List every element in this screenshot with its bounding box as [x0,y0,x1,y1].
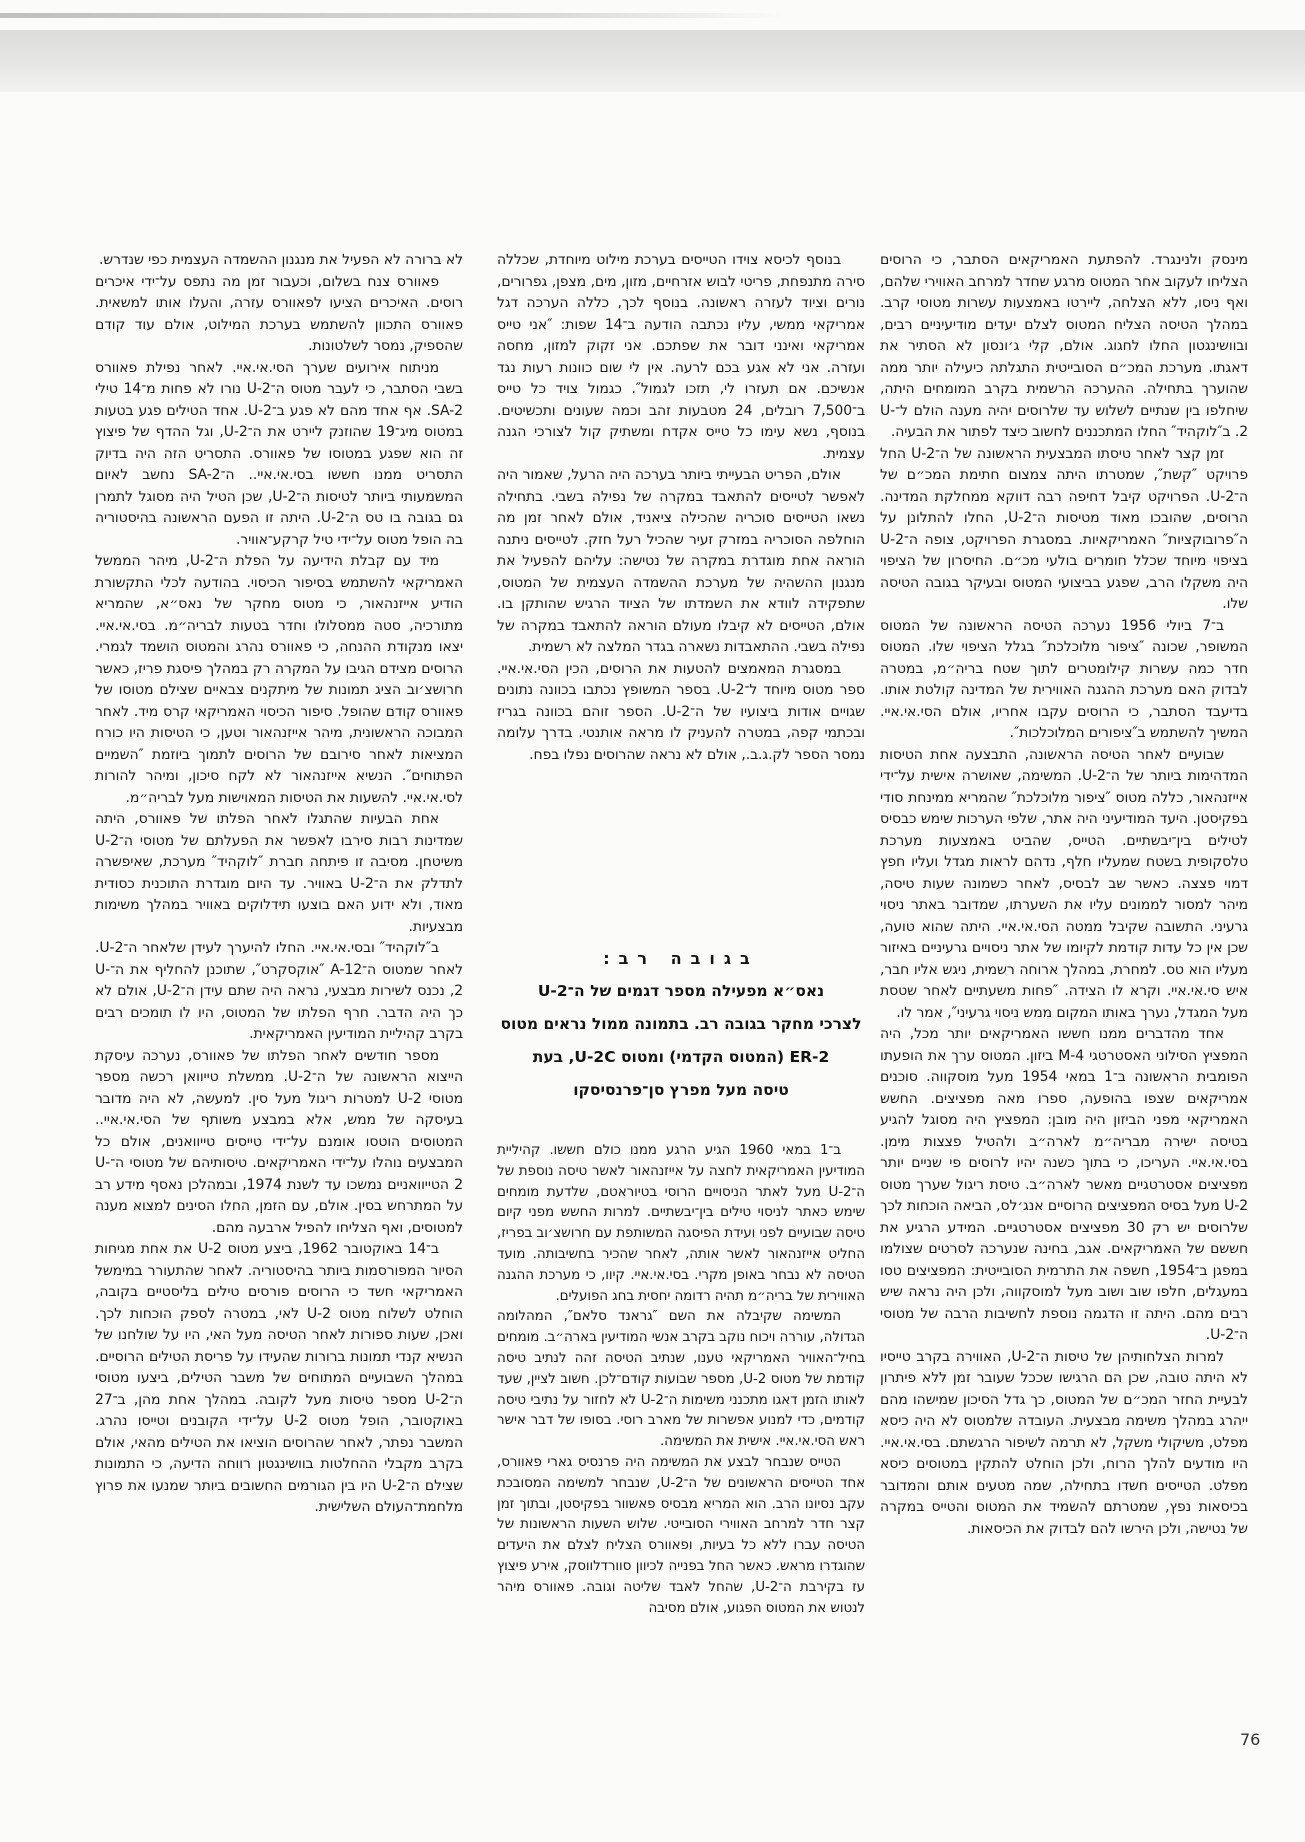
scan-artifact-line [0,13,783,18]
caption-line: לצרכי מחקר בגובה רב. בתמונה ממול נראים מטוס [500,1015,862,1033]
paragraph: ב″לוקהיד″ ובסי.אי.איי. החלו להיערך לעידן שלאחר ה־U-2. לאחר שמטוס ה־A-12 ″אוקסקרט″, שתוכנן להחליף את ה־U-2, נכנס לשירות מבצעי, נראה היה שתם עידן ה־U-2, אולם לא כך היה הדבר. חרף הפלתו של המטוס, היו לו תומכים רבים בקרב קהיליית המודיעין האמריקאית. [95,940,463,1042]
paragraph: אחד מהדברים ממנו חששו האמריקאים יותר מכל, היה המפציץ הסילוני האסטרטגי M-4 ביזון. המטוס ערך את הופעתו הפומבית הראשונה ב־1 במאי 1954 מעל מוסקווה. סוכנים אמריקאים שצפו בהופעה, ספרו מאה מפציצים. החשש האמריקאי מפני הביזון היה מובן: המפציץ היה מסוגל להגיע בטיסה ישירה מבריה״מ לארה״ב ולהטיל פצצות מימן. בסי.אי.איי. העריכו, כי בתוך כשנה יהיו לרוסים פי שניים יותר מפציצים אסטרטגיים מאשר לארה״ב. טיסת ריגול שערך מטוס U-2 מעל בסיס המפציצים הרוסיים אנג׳לס, הביאה הוכחות לכך שלרוסים יש רק 30 מפציצים אסטרטגיים. המידע הרגיע את חששם של האמריקאים. אגב, בחינה שנערכה לסרטים שצולמו במפגן ב־1954, חשפה את התרמית הסובייטית: המפציצים טסו במעגלים, חלפו שוב ושוב מעל למוסקווה, ולכן היה נראה שיש רבים מהם. היתה זו הדגמה נוספת לחשיבות הרבה של מטוסי ה־U-2. [880,1026,1248,1343]
article-column-middle-top [497,250,865,938]
paragraph: אולם, הפריט הבעייתי ביותר בערכה היה הרעל, שאמור היה לאפשר לטייסים להתאבד במקרה של נפילה בשבי. בתחילה נשאו הטייסים סוכריה שהכילה ציאניד, אולם לאחר זמן מה הוחלפה הסוכריה במזרק זעיר שהכיל רעל חזק. לטייסים ניתנה הוראה אחת מוגדרת במקרה של נטישה: עליהם להפעיל את מנגנון ההשהיה של מערכת ההשמדה העצמית של המטוס, שתפקידה לוודא את השמדתו של הציוד הרגיש שהותקן בו. אולם, הטייסים לא קיבלו מעולם הוראה להתאבד במקרה של נפילה בשבי. ההתאבדות נשארה בגדר המלצה לא רשמית. [497,467,865,655]
photo-caption [497,942,865,1107]
paragraph: זמן קצר לאחר טיסתו המבצעית הראשונה של ה־U-2 החל פרויקט ″קשת″, שמטרתו היתה צמצום חתימת המכ״ם של ה־U-2. הפרויקט קיבל דחיפה רבה דווקא ממחלקת המדינה. הרוסים, שהובכו מאוד מטיסות ה־U-2, החלו להתלונן על ה″פרובוקציות″ האמריקאיות. במסגרת הפרויקט, צופה ה־U-2 בציפוי מיוחד שכלל חומרים בולעי מכ״ם. החיסרון של הציפוי היה משקלו הרב, שפגע בביצועי המטוס ובעיקר בגובה הטיסה שלו. [880,445,1248,612]
caption-line: נאס״א מפעילה מספר דגמים של ה־U-2 [537,982,825,1000]
paragraph: המשימה שקיבלה את השם ″גראנד סלאם″, המהלומה הגדולה, עוררה ויכוח נוקב בקרב אנשי המודיעין בארה״ב. מומחים בחיל־האוויר האמריקאי טענו, שנתיב הטיסה זהה לנתיב טיסה קודמת של מטוס U-2, מספר שבועות קודם־לכן. חשוב לציין, שעד לאותו הזמן דאגו מתכנני משימות ה־U-2 לא לחזור על נתיבי טיסה קודמים, כדי למנוע אפשרות של מארב רוסי. בסופו של דבר אישר ראש הסי.אי.איי. אישית את המשימה. [497,1308,865,1450]
paragraph: ב־1 במאי 1960 הגיע הרגע ממנו כולם חששו. קהיליית המודיעין האמריקאית לחצה על אייזנהאור לאשר טיסה נוספת של ה־U-2 מעל לאתר הניסויים הרוסי בטיוראטם, שלדעת מומחים שימש כאתר לניסוי טילים בין־יבשתיים. למרות החשש מפני קיום טיסה שבועיים לפני ועידת הפיסגה המשותפת עם חרושצ׳וב בפריז, החליט אייזנהאור לאשר אותה, לאחר שהכיר בחשיבותה. מועד הטיסה לא נבחר באופן מקרי. בסי.אי.איי. קיוו, כי מערכת ההגנה האווירית של בריה״מ תהיה רדומה יחסית בחג הפועלים. [497,1142,865,1304]
page-number: 76 [1240,1730,1261,1749]
caption-line: ER-2 (המטוס הקדמי) ומטוס U-2C, בעת [532,1048,830,1066]
paragraph: מניתוח אירועים שערך הסי.אי.איי. לאחר נפילת פאוורס בשבי הסתבר, כי לעבר מטוס ה־U-2 נורו לא פחות מ־14 טילי SA-2. אף אחד מהם לא פגע ב־U-2. אחד הטילים פגע בטעות במטוס מיג־19 שהוזנק ליירט את ה־U-2, וגל ההדף של פיצוץ זה הוא שפגע במטוסו של פאוורס. התסריט הזה היה בדיוק התסריט ממנו חששו בסי.אי.איי.. ה־SA-2 נחשב לאיום המשמעותי ביותר לטיסות ה־U-2, שכן הטיל היה מסוגל לתמרן גם בגובה בו טס ה־U-2. היתה זו הפעם הראשונה בהיסטוריה בה הופל מטוס על־ידי טיל קרקע־אוויר. [95,359,463,548]
paragraph: אחת הבעיות שהתגלו לאחר הפלתו של פאוורס, היתה שמדינות רבות סירבו לאפשר את הפעלתם של מטוסי ה־U-2 משיטחן. מסיבה זו פיתחה חברת ″לוקהיד″ מערכת, שאיפשרה לתדלק את ה־U-2 באוויר. עד היום מוגדרת התוכנית כסודית מאוד, ולא ידוע האם בוצעו תידלוקים באוויר במהלך משימות מבצעיות. [95,811,463,935]
paragraph: מספר חודשים לאחר הפלתו של פאוורס, נערכה עיסקת הייצוא הראשונה של ה־U-2. ממשלת טייוואן רכשה מספר מטוסי U-2 למטרות ריגול מעל סין. למעשה, לא היה מדובר בעיסקה של ממש, אלא במבצע משותף של הסי.אי.איי.. המטוסים הוטסו אומנם על־ידי טייסים טייוואנים, אולם כל המבצעים נוהלו על־ידי האמריקאים. טיסותיהם של מטוסי ה־U-2 הטייוואניים נמשכו עד לשנת 1974, ובמהלכן נאסף מידע רב על המתרחש בסין. אולם, עם הזמן, החלו הסינים למצוא מענה למטוסים, ואף הצליחו להפיל ארבעה מהם. [95,1047,463,1236]
paragraph: במסגרת המאמצים להטעות את הרוסים, הכין הסי.אי.איי. ספר מטוס מיוחד ל־U-2. בספר המשופץ נכתבו בכוונה נתונים שגויים אודות ביצועיו של ה־U-2. הספר זוהם בכוונה בגריז ובכתמי קפה, במטרה להעניק לו מראה אותנטי. בדרך עלומה נמסר הספר לק.ג.ב., אולם לא נראה שהרוסים נפלו בפח. [497,660,865,763]
paragraph: פאוורס צנח בשלום, וכעבור זמן מה נתפס על־ידי איכרים רוסים. האיכרים הציעו לפאוורס עזרה, והעלו אותו למשאית. פאוורס התכוון להשתמש בערכת המילוט, אולם עוד קודם שהספיק, נמסר לשלטונות. [95,273,463,354]
caption-line: טיסה מעל מפרץ סן־פרנסיסקו [573,1081,789,1099]
article-column-left [95,250,463,1726]
scan-artifact-band [0,30,1305,92]
paragraph: לא ברורה לא הפעיל את מנגנון ההשמדה העצמית כפי שנדרש. [98,252,463,268]
paragraph: שבועיים לאחר הטיסה הראשונה, התבצעה אחת הטיסות המדהימות ביותר של ה־U-2. המשימה, שאושרה אישית על־ידי אייזנהאור, כללה מטוס ″ציפור מלוכלכת″ שהמריא ממינחת סודי בפקיסטן. היעד המודיעיני היה אתר, שלפי הערכות שימש כבסיס לטילים בין־יבשתיים. הטייס, שהביט באמצעות מערכת טלסקופית בשטח שמעליו חלף, נדהם לראות מגדל ועליו חפץ דמוי פצצה. כאשר שב לבסיס, לאחר כשמונה שעות טיסה, מיהר למסור לממונים עליו את השערתו, שמדובר באתר ניסוי גרעיני. התשובה שקיבל ממטה הסי.אי.איי. היתה שהוא טועה, שכן אין כל עדות קודמת לקיומו של אתר ניסויים גרעיניים באיזור מעליו הוא טס. למחרת, במהלך ארוחה רשמית, ניגש אליו חבר, איש סי.אי.איי. וקרא לו הצידה. ″פחות משעתיים לאחר שטסת מעל המגדל, נערך באותו המקום ממש ניסוי גרעיני″, אמר לו. [880,746,1248,1021]
paragraph: מינסק ולנינגרד. להפתעת האמריקאים הסתבר, כי הרוסים הצליחו לעקוב אחר המטוס מרגע שחדר למרחב האווירי שלהם, ואף ניסו, ללא הצלחה, ליירטו באמצעות עשרות מטוסי קרב. במהלך הטיסה הצליח המטוס לצלם יעדים מודיעיניים רבים, ובוושינגטון החלו לחגוג. אולם, קלי ג׳ונסון לא הסתיר את דאגתו. מערכת המכ״ם הסובייטית התגלתה כיעילה יותר ממה שהוערך בתחילה. ההערכה הרשמית בקרב המומחים היתה, שיחלפו בין שנתיים לשלוש עד שלרוסים יהיה מענה הולם ל־U-2. ב″לוקהיד″ החלו המתכננים לחשוב כיצד לפתור את הבעיה. [880,252,1248,440]
paragraph: ב־7 ביולי 1956 נערכה הטיסה הראשונה של המטוס המשופר, שכונה ″ציפור מלוכלכת″ בגלל הציפוי שלו. המטוס חדר כמה עשרות קילומטרים לתוך שטח בריה״מ, במטרה לבדוק האם מערכת ההגנה האווירית של המדינה קולטת אותו. בדיעבד הסתבר, כי הרוסים עקבו אחריו, אולם הסי.אי.איי. המשיך להשתמש ב″ציפורים המלוכלכות″. [880,617,1248,741]
paragraph: הטייס שנבחר לבצע את המשימה היה פרנסיס גארי פאוורס, אחד הטייסים הראשונים של ה־U-2, שנבחר למשימה המסובכת עקב נסיונו הרב. הוא המריא מבסיס פאשוור בפקיסטן, ובתוך זמן קצר חדר למרחב האווירי הסובייטי. שלוש השעות הראשונות של הטיסה עברו ללא כל בעיות, ופאוורס הצליח לצלם את היעדים שהוגדרו מראש. כאשר החל בפנייה לכיוון סוורדלווסק, אירע פיצוץ עז בקירבת ה־U-2, שהחל לאבד שליטה וגובה. פאוורס מיהר לנטוש את המטוס הפגוע, אולם מסיבה [497,1453,865,1616]
paragraph: מיד עם קבלת הידיעה על הפלת ה־U-2, מיהר הממשל האמריקאי להשתמש בסיפור הכיסוי. בהודעה לכלי התקשורת הודיע אייזנהאור, כי מטוס מחקר של נאס״א, שהמריא מתורכיה, סטה ממסלולו וחדר בטעות לבריה״מ. בסי.אי.איי. יצאו מנקודת ההנחה, כי פאוורס נהרג והמטוס הושמד לגמרי. הרוסים מצידם הגיבו על המקרה רק במהלך פיסגת פריז, כאשר חרושצ׳וב הציג תמונות של מיתקנים צבאיים שצילם מטוסו של פאוורס קודם שהופל. סיפור הכיסוי האמריקאי קרס מיד. לאחר המבוכה הראשונית, מיהר אייזנהאור וטען, כי הטיסות היו כורח המציאות לאחר סירובם של הרוסים לתמוך ביוזמת ″השמיים הפתוחים″. הנשיא אייזנהאור לא לקח סיכון, ומיהר להורות לסי.אי.איי. להשעות את הטיסות המאוישות מעל לבריה״מ. [95,553,463,806]
paragraph: בנוסף לכיסא צוידו הטייסים בערכת מילוט מיוחדת, שכללה סירה מתנפחת, פריטי לבוש אזרחיים, מזון, מים, מצפן, גפרורים, נורים וציוד לעזרה ראשונה. בנוסף לכך, כללה הערכה דגל אמריקאי ממשי, עליו נכתבה הודעה ב־14 שפות: ″אני טייס אמריקאי ואינני דובר את שפתכם. אני זקוק למזון, מחסה ועזרה. אני לא אגע בכם לרעה. אין לי שום כוונות רעות נגד אנשיכם. אם תעזרו לי, תזכו לגמול″. כגמול צויד כל טייס ב־7,500 רובלים, 24 מטבעות זהב וכמה שעונים ותכשיטים. בנוסף, נשא עימו כל טייס אקדח ומשתיק קול לצורכי הגנה עצמית. [497,252,865,462]
caption-title: בגובה רב: [603,949,759,968]
article-column-middle-bottom [497,1140,865,1726]
paragraph: ב־14 באוקטובר 1962, ביצע מטוס U-2 את אחת מגיחות הסיור המפורסמות ביותר בהיסטוריה. לאחר שהתעורר במימשל האמריקאי חשד כי הרוסים פורסים טילים בליסטיים בקובה, הוחלט לשלוח מטוס U-2 לאי, במטרה לספק הוכחות לכך. ואכן, שעות ספורות לאחר הטיסה מעל האי, היו על שולחנו של הנשיא קנדי תמונות ברורות שהעידו על פריסת הטילים הרוסיים. במהלך השבועיים המתוחים של משבר הטילים, ביצעו מטוסי ה־U-2 מספר טיסות מעל לקובה. במהלך אחת מהן, ב־27 באוקטובר, הופל מטוס U-2 על־ידי הקובנים וטייסו נהרג. המשבר נפתר, לאחר שהרוסים הוציאו את הטילים מהאי, אולם בקרב מקבלי ההחלטות בוושינגטון רווחה הדיעה, כי התמונות שצילם ה־U-2 היו בין הגורמים החשובים ביותר שמנעו את פרוץ מלחמת־העולם השלישית. [95,1241,463,1515]
paragraph: למרות הצלחותיהן של טיסות ה־U-2, האווירה בקרב טייסיו לא היתה טובה, שכן הם הרגישו שככל שעובר זמן ללא פיתרון לבעיית החזר המכ״ם של המטוס, כך גדל הסיכון שמישהו מהם ייהרג במהלך משימה מבצעית. העובדה שלמטוס לא היה כיסא מפלט, משיקולי משקל, לא תרמה לשיפור הרגשתם. בסי.אי.איי. היו מודעים להלך הרוח, ולכן הוחלט להתקין במטוסים כיסא מפלט. הטייסים חשדו בתחילה, שמה מטעים אותם והמדובר בכיסאות נפץ, שמטרתם להשמיד את המטוס והטייס במקרה של נטישה, ולכן הירשו להם לבדוק את הכיסאות. [880,1348,1248,1537]
article-column-right [880,250,1248,1726]
